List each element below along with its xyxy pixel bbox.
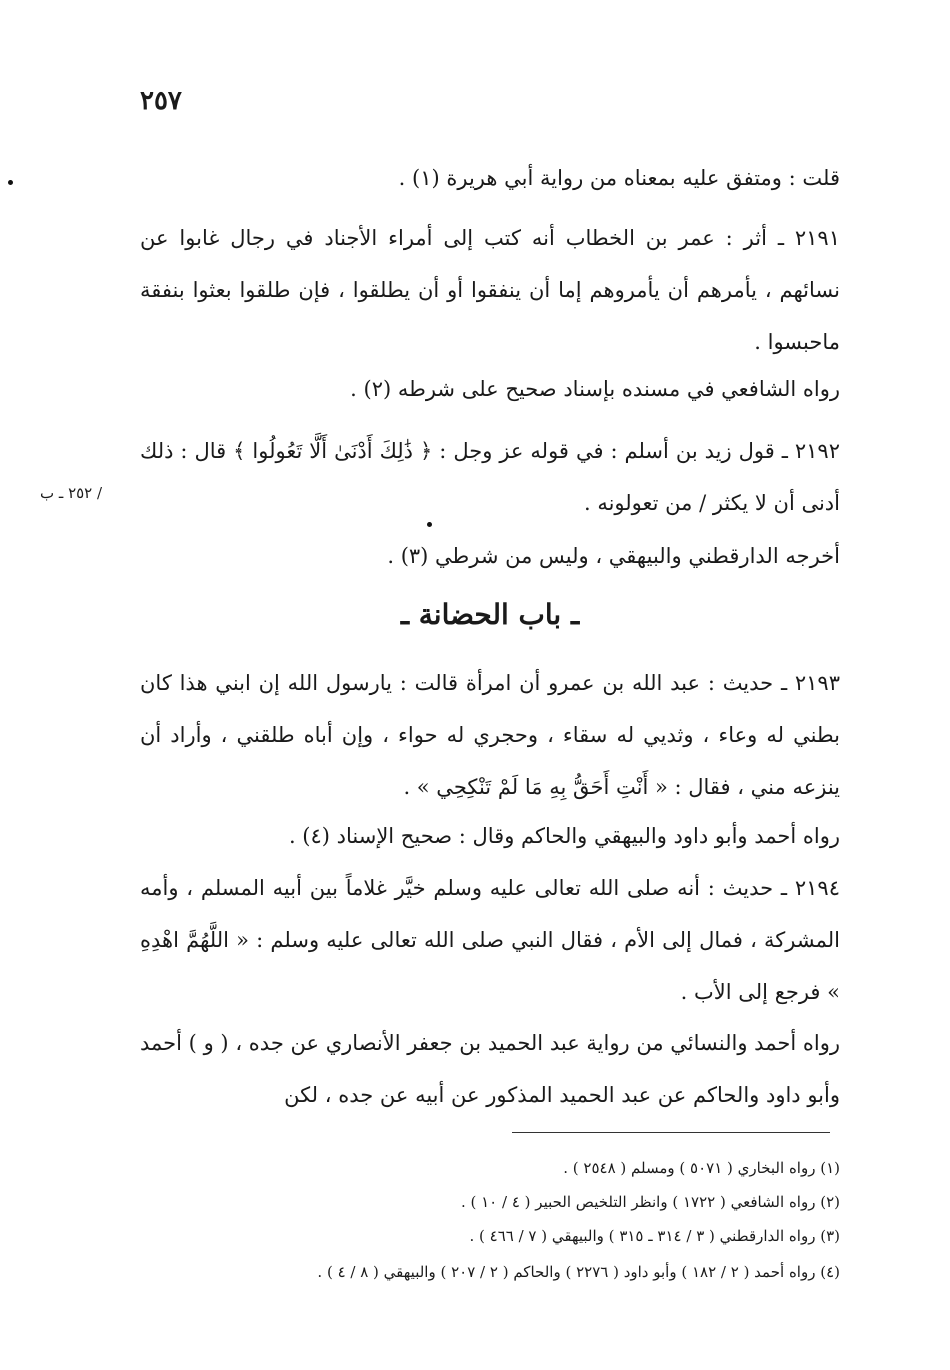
- paragraph-shafii: رواه الشافعي في مسنده بإسناد صحيح على شرطه (٢) .: [350, 377, 840, 401]
- footnote-2: (٢) رواه الشافعي ( ١٧٢٢ ) وانظر التلخيص الحبير ( ٤ / ١٠ ) .: [460, 1193, 840, 1211]
- paragraph-nasai: رواه أحمد والنسائي من رواية عبد الحميد بن جعفر الأنصاري عن جده ، ( و ) أحمد وأبو داود والحاكم عن عبد الحميد المذكور عن أبيه عن جده ، لكن: [140, 1031, 840, 1107]
- page-number: ٢٥٧: [140, 86, 182, 116]
- footnote-3: (٣) رواه الدارقطني ( ٣ / ٣١٤ ـ ٣١٥ ) والبيهقي ( ٧ / ٤٦٦ ) .: [469, 1227, 840, 1245]
- section-heading: ـ باب الحضانة ـ: [400, 598, 580, 631]
- footnote-1: (١) رواه البخاري ( ٥٠٧١ ) ومسلم ( ٢٥٤٨ ) .: [563, 1159, 840, 1177]
- margin-note: / ٢٥٢ ـ ب: [40, 484, 103, 502]
- paragraph-daraqutni: أخرجه الدارقطني والبيهقي ، وليس من شرطي (٣) .: [387, 544, 840, 568]
- paragraph-2191: ٢١٩١ ـ أثر : عمر بن الخطاب أنه كتب إلى أمراء الأجناد في رجال غابوا عن نسائهم ، يأمرهم أن يأمروهم إما أن ينفقوا أو أن يطلقوا ، فإن طلقوا بعثوا بنفقة ماحبسوا .: [140, 226, 840, 354]
- paragraph-qult: قلت : ومتفق عليه بمعناه من رواية أبي هريرة (١) .: [398, 166, 840, 190]
- footnote-4: (٤) رواه أحمد ( ٢ / ١٨٢ ) وأبو داود ( ٢٢٧٦ ) والحاكم ( ٢ / ٢٠٧ ) والبيهقي ( ٨ / ٤ ) .: [317, 1263, 840, 1281]
- scan-dot: [8, 180, 13, 185]
- paragraph-ahmad: رواه أحمد وأبو داود والبيهقي والحاكم وقال : صحيح الإسناد (٤) .: [288, 824, 840, 848]
- paragraph-2194: ٢١٩٤ ـ حديث : أنه صلى الله تعالى عليه وسلم خيَّر غلاماً بين أبيه المسلم ، وأمه المشركة ، فمال إلى الأم ، فقال النبي صلى الله تعالى عليه وسلم : « اللَّهُمَّ اهْدِهِ » فرجع إلى الأب .: [140, 876, 840, 1004]
- paragraph-2192: ٢١٩٢ ـ قول زيد بن أسلم : في قوله عز وجل : ﴿ ذَٰلِكَ أَدْنَىٰ أَلَّا تَعُولُوا ﴾ قال : ذلك أدنى أن لا يكثر / من تعولونه .: [140, 439, 840, 515]
- paragraph-2193: ٢١٩٣ ـ حديث : عبد الله بن عمرو أن امرأة قالت : يارسول الله إن ابني هذا كان بطني له وعاء ، وثديي له سقاء ، وحجري له حواء ، وإن أباه طلقني ، وأراد أن ينزعه مني ، فقال : « أَنْتِ أَحَقُّ بِهِ مَا لَمْ تَنْكِحِي » .: [140, 671, 840, 799]
- footnote-rule: [512, 1132, 830, 1133]
